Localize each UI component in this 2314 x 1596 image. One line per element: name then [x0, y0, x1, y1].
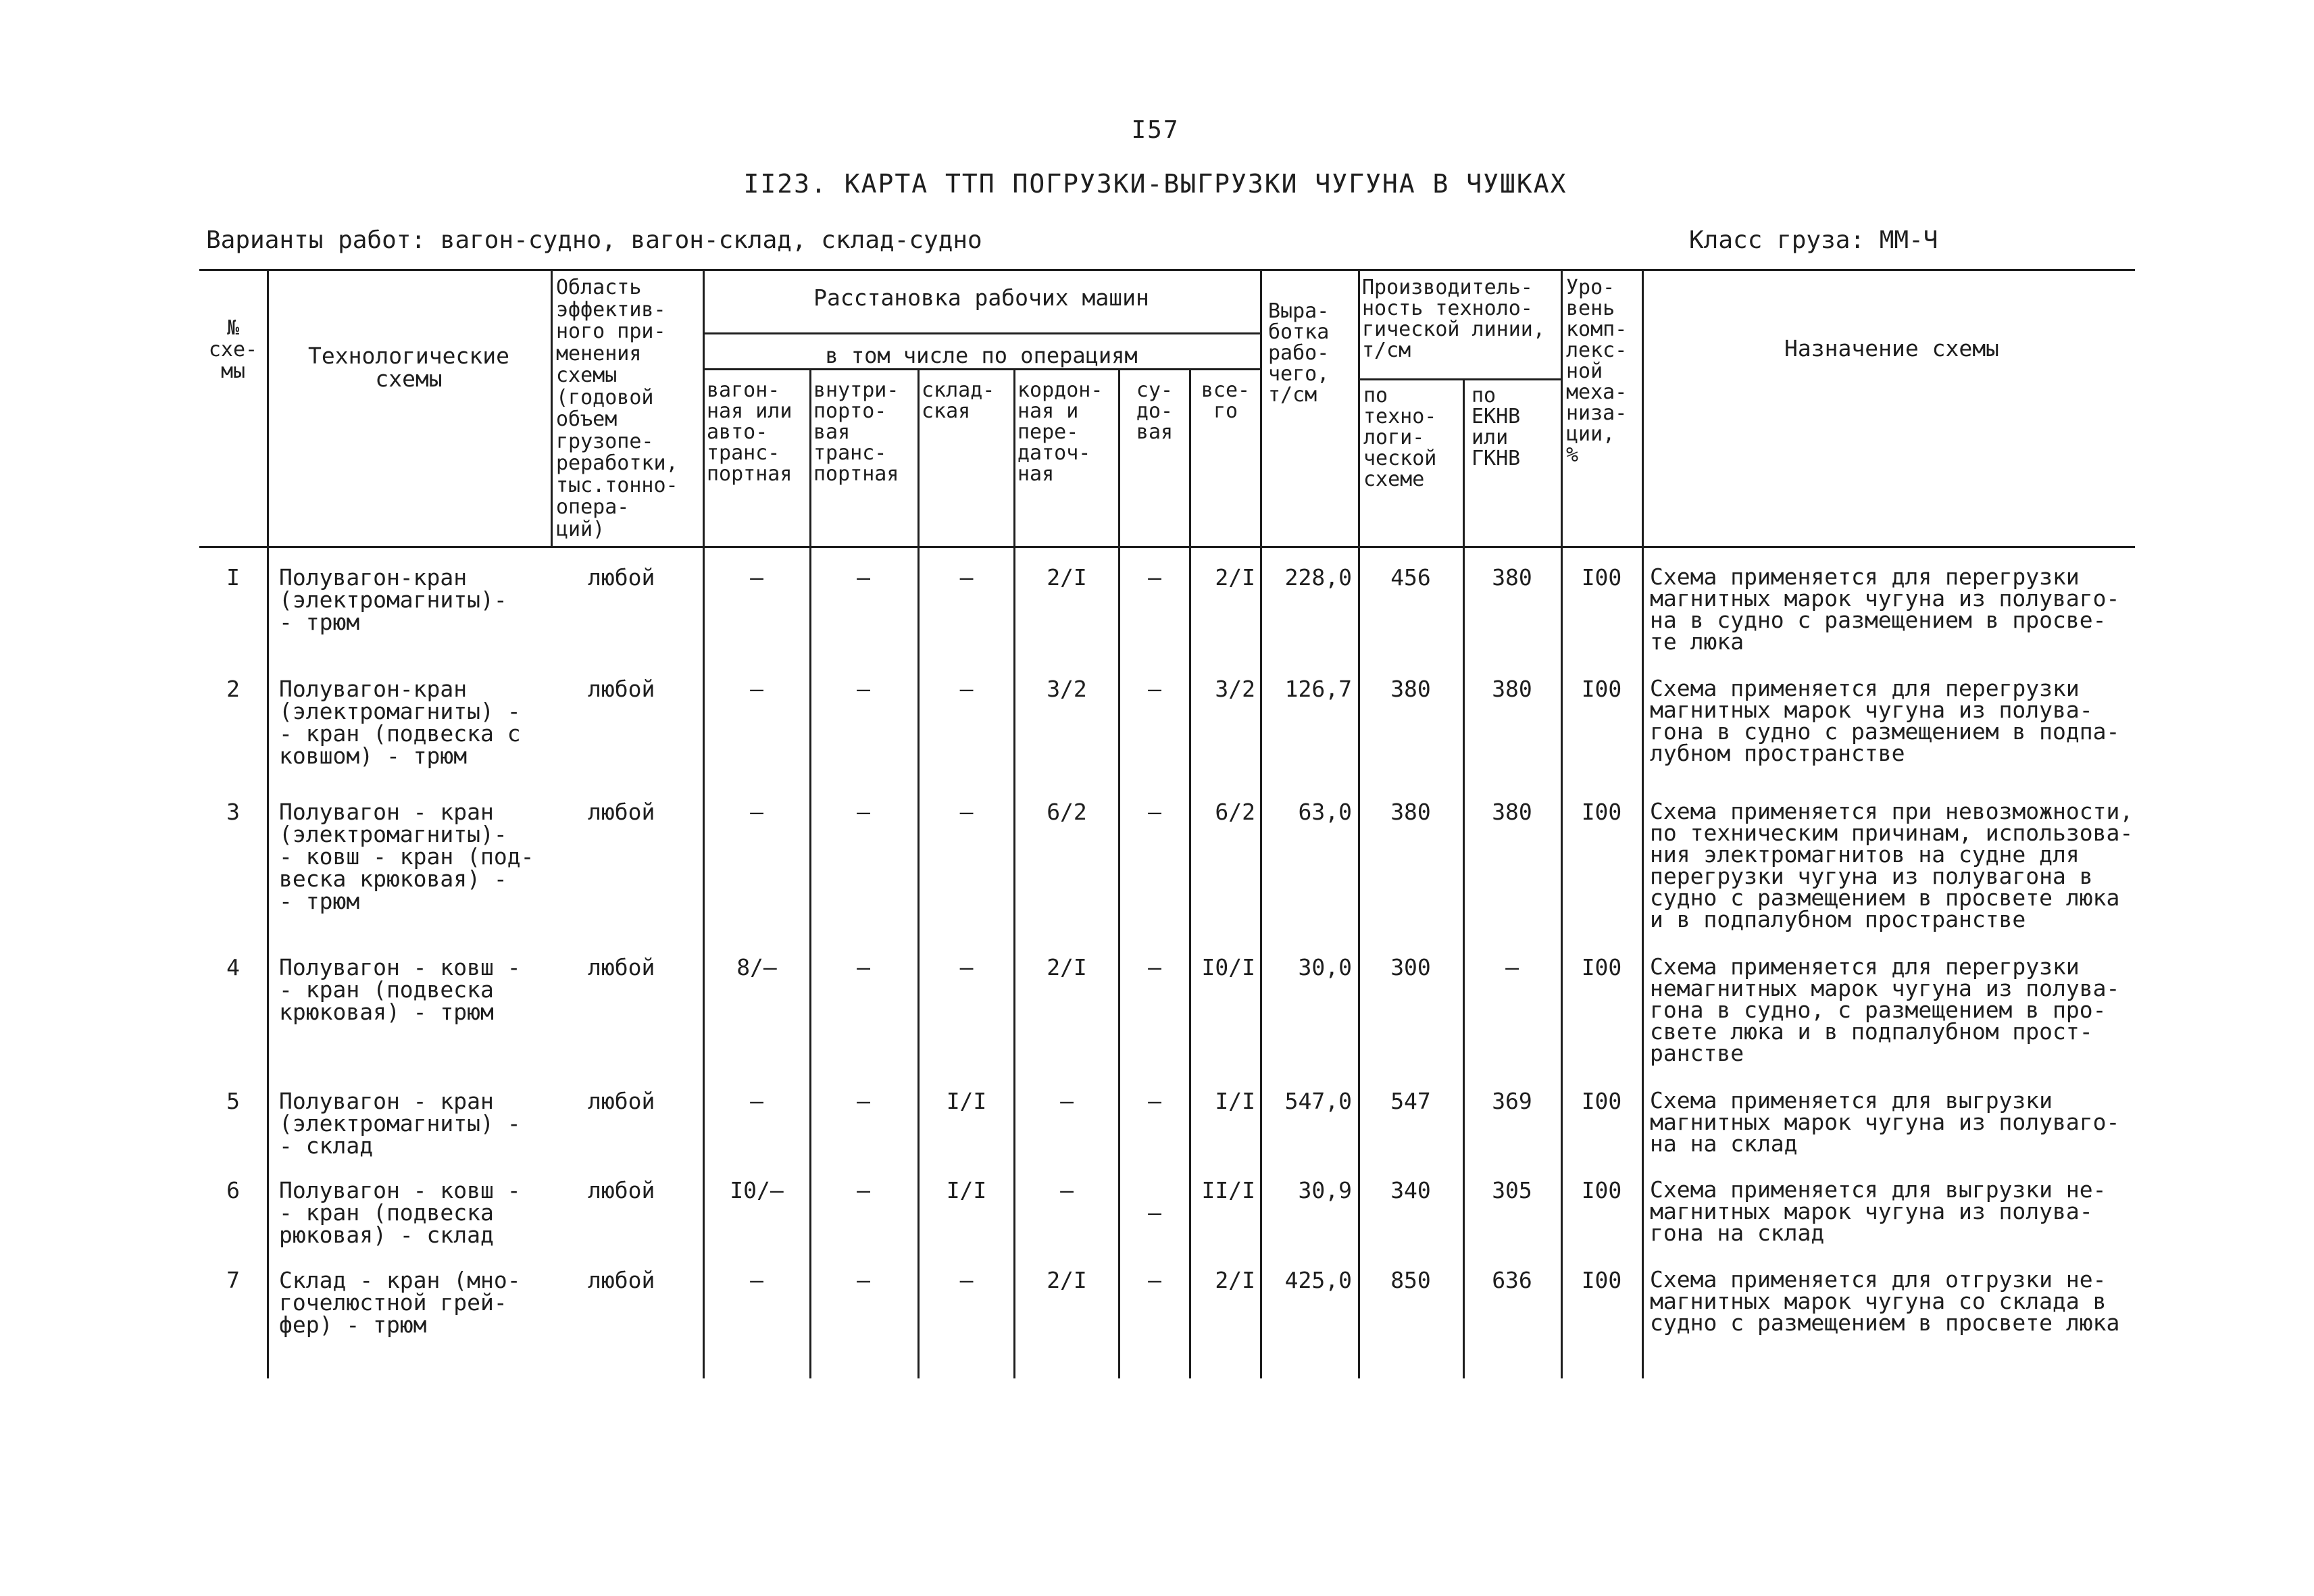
row-productivity-ekhnv: 380 [1492, 564, 1532, 591]
row-scheme: Полувагон - ковш - - кран (подвеска рюковая) - склад [279, 1177, 521, 1248]
col-divider [917, 368, 920, 1378]
row-productivity-ekhnv: 636 [1492, 1267, 1532, 1293]
row-total: I0/I [1201, 954, 1255, 980]
row-purpose: Схема применяется для выгрузки магнитных марок чугуна из полуваго- на на склад [1650, 1087, 2120, 1157]
row-total: II/I [1201, 1177, 1255, 1203]
row-area: любой [588, 564, 655, 591]
row-number: 5 [226, 1088, 240, 1114]
row-ship: – [1148, 799, 1161, 825]
col-divider [267, 269, 269, 1378]
row-purpose: Схема применяется для отгрузки не- магнитных марок чугуна со склада в судно с размещением в просвете люка [1650, 1266, 2120, 1336]
row-internal: – [857, 676, 870, 702]
row-number: 7 [226, 1267, 240, 1293]
row-number: 6 [226, 1177, 240, 1203]
header-by-ekhnv: по ЕКНВ или ГКНВ [1472, 384, 1521, 470]
row-mechanization: I00 [1581, 1177, 1622, 1203]
row-total: 2/I [1215, 1267, 1255, 1293]
header-scheme-number: № схе- мы [208, 316, 258, 383]
row-mechanization: I00 [1581, 1267, 1622, 1293]
row-output: 228,0 [1284, 564, 1352, 591]
row-internal: – [857, 954, 870, 980]
header-internal-port-transport: внутри- порто- вая транс- портная [813, 378, 899, 486]
row-scheme: Склад - кран (мно- гочелюстной грей- фер) - трюм [279, 1267, 521, 1338]
row-scheme: Полувагон-кран (электромагниты)- - трюм [279, 564, 507, 635]
cargo-class: Класс груза: ММ-Ч [1689, 226, 1938, 254]
row-wagon: I0/– [730, 1177, 784, 1203]
header-ship: су- до- вая [1136, 378, 1174, 444]
col-divider [1118, 368, 1120, 1378]
row-output: 547,0 [1284, 1088, 1352, 1114]
row-number: 3 [226, 799, 240, 825]
row-wagon: – [750, 799, 763, 825]
row-cordon: 6/2 [1047, 799, 1087, 825]
row-wagon: – [750, 676, 763, 702]
row-cordon: – [1060, 1177, 1074, 1203]
col-divider [703, 269, 705, 1378]
row-mechanization: I00 [1581, 954, 1622, 980]
row-total: 6/2 [1215, 799, 1255, 825]
row-number: I [226, 564, 240, 591]
document-title: II23. КАРТА ТТП ПОГРУЗКИ-ВЫГРУЗКИ ЧУГУНА В ЧУШКАХ [743, 169, 1567, 199]
col-divider [1013, 368, 1015, 1378]
row-warehouse: – [959, 676, 974, 702]
row-number: 4 [226, 954, 240, 980]
row-scheme: Полувагон-кран (электромагниты) - - кран (подвеска с ковшом) - трюм [279, 676, 521, 769]
row-cordon: 3/2 [1047, 676, 1087, 702]
row-internal: – [857, 799, 870, 825]
row-purpose: Схема применяется для выгрузки не- магнитных марок чугуна из полува- гона на склад [1650, 1176, 2107, 1246]
row-scheme: Полувагон - кран (электромагниты)- - ковш - кран (под- веска крюковая) - - трюм [279, 799, 534, 914]
row-area: любой [588, 1267, 655, 1293]
work-variants: Варианты работ: вагон-судно, вагон-склад, склад-судно [206, 226, 982, 254]
page-number: I57 [1131, 116, 1180, 144]
row-wagon: – [750, 564, 763, 591]
row-internal: – [857, 1088, 870, 1114]
row-mechanization: I00 [1581, 676, 1622, 702]
row-total: 3/2 [1215, 676, 1255, 702]
col-divider [1189, 368, 1191, 1378]
row-total: 2/I [1215, 564, 1255, 591]
row-area: любой [588, 799, 655, 825]
header-by-operations: в том числе по операциям [825, 343, 1138, 368]
header-machine-placement: Расстановка рабочих машин [813, 284, 1149, 311]
row-scheme: Полувагон - ковш - - кран (подвеска крюковая) - трюм [279, 954, 521, 1025]
header-bottom-rule [199, 546, 2135, 548]
col-divider [1260, 269, 1262, 1378]
row-productivity-ekhnv: 305 [1492, 1177, 1532, 1203]
row-purpose: Схема применяется для перегрузки магнитных марок чугуна из полува- гона в судно с размещением в подпа- лубном пространстве [1650, 675, 2120, 766]
row-ship: – [1148, 676, 1161, 702]
row-internal: – [857, 1177, 870, 1203]
table-top-rule [199, 269, 2135, 271]
row-purpose: Схема применяется для перегрузки магнитных марок чугуна из полуваго- на в судно с размещением в просве- те люка [1650, 564, 2120, 655]
row-cordon: 2/I [1047, 1267, 1087, 1293]
row-output: 30,0 [1298, 954, 1352, 980]
col-divider [809, 368, 811, 1378]
row-area: любой [588, 954, 655, 980]
row-warehouse: I/I [946, 1177, 987, 1203]
row-productivity-scheme: 547 [1390, 1088, 1431, 1114]
col-divider [1561, 269, 1563, 1378]
row-productivity-scheme: 300 [1390, 954, 1431, 980]
row-cordon: 2/I [1047, 564, 1087, 591]
row-productivity-ekhnv: 369 [1492, 1088, 1532, 1114]
row-wagon: – [750, 1267, 763, 1293]
row-output: 126,7 [1284, 676, 1352, 702]
row-mechanization: I00 [1581, 799, 1622, 825]
header-mechanization-level: Уро- вень комп- лекс- ной меха- низа- ции, % [1566, 276, 1628, 467]
row-wagon: – [750, 1088, 763, 1114]
row-area: любой [588, 676, 655, 702]
row-warehouse: I/I [946, 1088, 987, 1114]
header-cordon-transfer: кордон- ная и пере- даточ- ная [1017, 378, 1103, 486]
row-internal: – [857, 1267, 870, 1293]
row-ship: – [1148, 954, 1161, 980]
row-productivity-scheme: 456 [1390, 564, 1431, 591]
row-ship: – [1148, 1267, 1161, 1293]
row-productivity-ekhnv: 380 [1492, 676, 1532, 702]
col-divider [551, 269, 553, 546]
productivity-sub-rule [1358, 378, 1561, 380]
row-cordon: 2/I [1047, 954, 1087, 980]
row-total: I/I [1215, 1088, 1255, 1114]
row-productivity-scheme: 380 [1390, 676, 1431, 702]
operations-sub-rule [703, 368, 1260, 370]
row-productivity-scheme: 380 [1390, 799, 1431, 825]
row-wagon: 8/– [736, 954, 777, 980]
header-technological-schemes: Технологические схемы [307, 343, 509, 392]
row-productivity-scheme: 850 [1390, 1267, 1431, 1293]
placement-sub-rule [703, 332, 1260, 334]
row-productivity-ekhnv: 380 [1492, 799, 1532, 825]
row-ship: – [1148, 564, 1161, 591]
row-warehouse: – [959, 564, 974, 591]
col-divider [1463, 378, 1465, 1378]
row-number: 2 [226, 676, 240, 702]
header-scheme-purpose: Назначение схемы [1784, 335, 1999, 361]
row-area: любой [588, 1177, 655, 1203]
header-by-tech-scheme: по техно- логи- ческой схеме [1363, 384, 1437, 491]
row-scheme: Полувагон - кран (электромагниты) - - склад [279, 1088, 521, 1159]
row-ship: – [1148, 1199, 1161, 1226]
row-internal: – [857, 564, 870, 591]
header-application-area: Область эффектив- ного при- менения схемы (годовой объем грузопе- реработки, тыс.тонно- опера- ций) [556, 276, 678, 541]
row-mechanization: I00 [1581, 1088, 1622, 1114]
col-divider [1642, 269, 1644, 1378]
row-warehouse: – [959, 954, 974, 980]
row-purpose: Схема применяется при невозможности, по техническим причинам, использова- ния электромагнитов на судне для перегрузки чугуна из полувагона в судно с размещением в просвете люка и в подпалубном пространстве [1650, 798, 2134, 932]
row-area: любой [588, 1088, 655, 1114]
row-productivity-scheme: 340 [1390, 1177, 1431, 1203]
col-divider [1358, 269, 1360, 1378]
header-line-productivity: Производитель- ность техноло- гической линии, т/см [1362, 276, 1545, 362]
row-warehouse: – [959, 1267, 974, 1293]
header-total: все- го [1201, 378, 1251, 423]
header-warehouse: склад- ская [922, 378, 995, 423]
header-worker-output: Выра- ботка рабо- чего, т/см [1268, 299, 1330, 407]
row-output: 425,0 [1284, 1267, 1352, 1293]
row-ship: – [1148, 1088, 1161, 1114]
row-mechanization: I00 [1581, 564, 1622, 591]
row-productivity-ekhnv: – [1505, 954, 1519, 980]
row-output: 30,9 [1298, 1177, 1352, 1203]
row-cordon: – [1060, 1088, 1074, 1114]
row-purpose: Схема применяется для перегрузки немагнитных марок чугуна из полува- гона в судно, с размещением в про- свете люка и в подпалубном прост- ранстве [1650, 953, 2120, 1066]
row-warehouse: – [959, 799, 974, 825]
row-output: 63,0 [1298, 799, 1352, 825]
header-wagon-or-auto: вагон- ная или авто- транс- портная [707, 378, 793, 486]
